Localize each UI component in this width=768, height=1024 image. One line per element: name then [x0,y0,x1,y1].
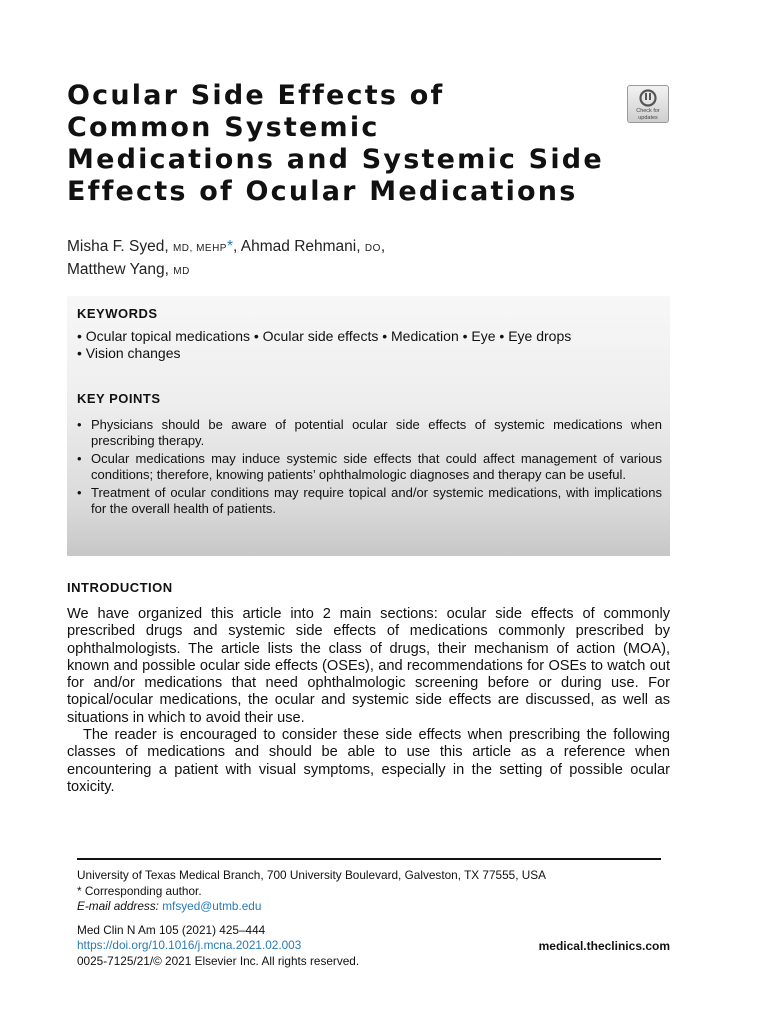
badge-text-1: Check for [636,108,660,114]
author-degree: MD, MEHP [172,243,227,254]
key-points-heading: KEY POINTS [77,391,161,406]
corresponding-author: * Corresponding author. [77,883,202,898]
footnotes [77,868,670,969]
email-label: E-mail address: [77,899,159,913]
key-point-item: • Treatment of ocular conditions may require topical and/or systemic medications, with implications for the overall health of patients. [77,485,662,517]
journal-citation: Med Clin N Am 105 (2021) 425–444 [77,922,266,937]
email-line [77,899,670,915]
introduction-heading: INTRODUCTION [67,580,173,595]
author-degree: MD [173,266,190,277]
keywords-keypoints-box [67,296,670,556]
title-line: Effects of Ocular Medications [67,176,578,207]
key-points-list [77,417,662,519]
author-name: Matthew Yang, [67,261,169,278]
body-paragraph: The reader is encouraged to consider these side effects when prescribing the following classes of medications and should be able to use this article as a reference when encountering a patient with visual symptoms, especially in the setting of possible ocular toxicity. [67,727,670,795]
corresponding-mark: * [226,238,234,255]
check-for-updates-badge[interactable] [627,85,669,123]
article-title [67,80,627,208]
key-point-item: • Physicians should be aware of potential ocular side effects of systemic medications when prescribing therapy. [77,417,662,449]
keywords-list [77,328,662,362]
email-link[interactable]: mfsyed@utmb.edu [162,899,262,913]
author-name: , Ahmad Rehmani, [233,238,361,255]
author-name: Misha F. Syed, [67,238,169,255]
keywords-heading: KEYWORDS [77,306,158,321]
introduction-body [67,606,670,796]
footnote-rule [77,858,661,860]
key-point-item: • Ocular medications may induce systemic side effects that could affect management of various conditions; therefore, knowing patients’ ophthalmologic diagnoses and therapy can be useful. [77,451,662,483]
keywords-line: • Ocular topical medications • Ocular side effects • Medication • Eye • Eye drops [77,328,572,344]
keywords-line: • Vision changes [77,345,181,361]
copyright: 0025-7125/21/© 2021 Elsevier Inc. All rights reserved. [77,953,360,968]
badge-text-2: updates [638,115,658,121]
title-line: Ocular Side Effects of [67,80,445,111]
body-paragraph: We have organized this article into 2 main sections: ocular side effects of commonly prescribed drugs and systemic side effects of medications commonly prescribed by ophthalmologists. The article lists the class of drugs, their mechanism of action (MOA), known and possible ocular side effects (OSEs), and recommendations for OSEs to watch out for and/or medications that need ophthalmologic screening before or during use. For topical/ocular medications, the ocular and systemic side effects are discussed, as well as situations in which to avoid their use. [67,606,670,726]
journal-website[interactable]: medical.theclinics.com [538,939,670,953]
doi-link[interactable]: https://doi.org/10.1016/j.mcna.2021.02.003 [77,938,302,952]
author-degree: DO [364,243,381,254]
affiliation: University of Texas Medical Branch, 700 University Boulevard, Galveston, TX 77555, USA [77,868,547,882]
author-list: Misha F. Syed, MD, MEHP*, Ahmad Rehmani, DO, Matthew Yang, MD [67,238,386,278]
check-for-updates-icon [638,89,658,107]
title-line: Common Systemic [67,112,380,143]
title-line: Medications and Systemic Side [67,144,604,175]
